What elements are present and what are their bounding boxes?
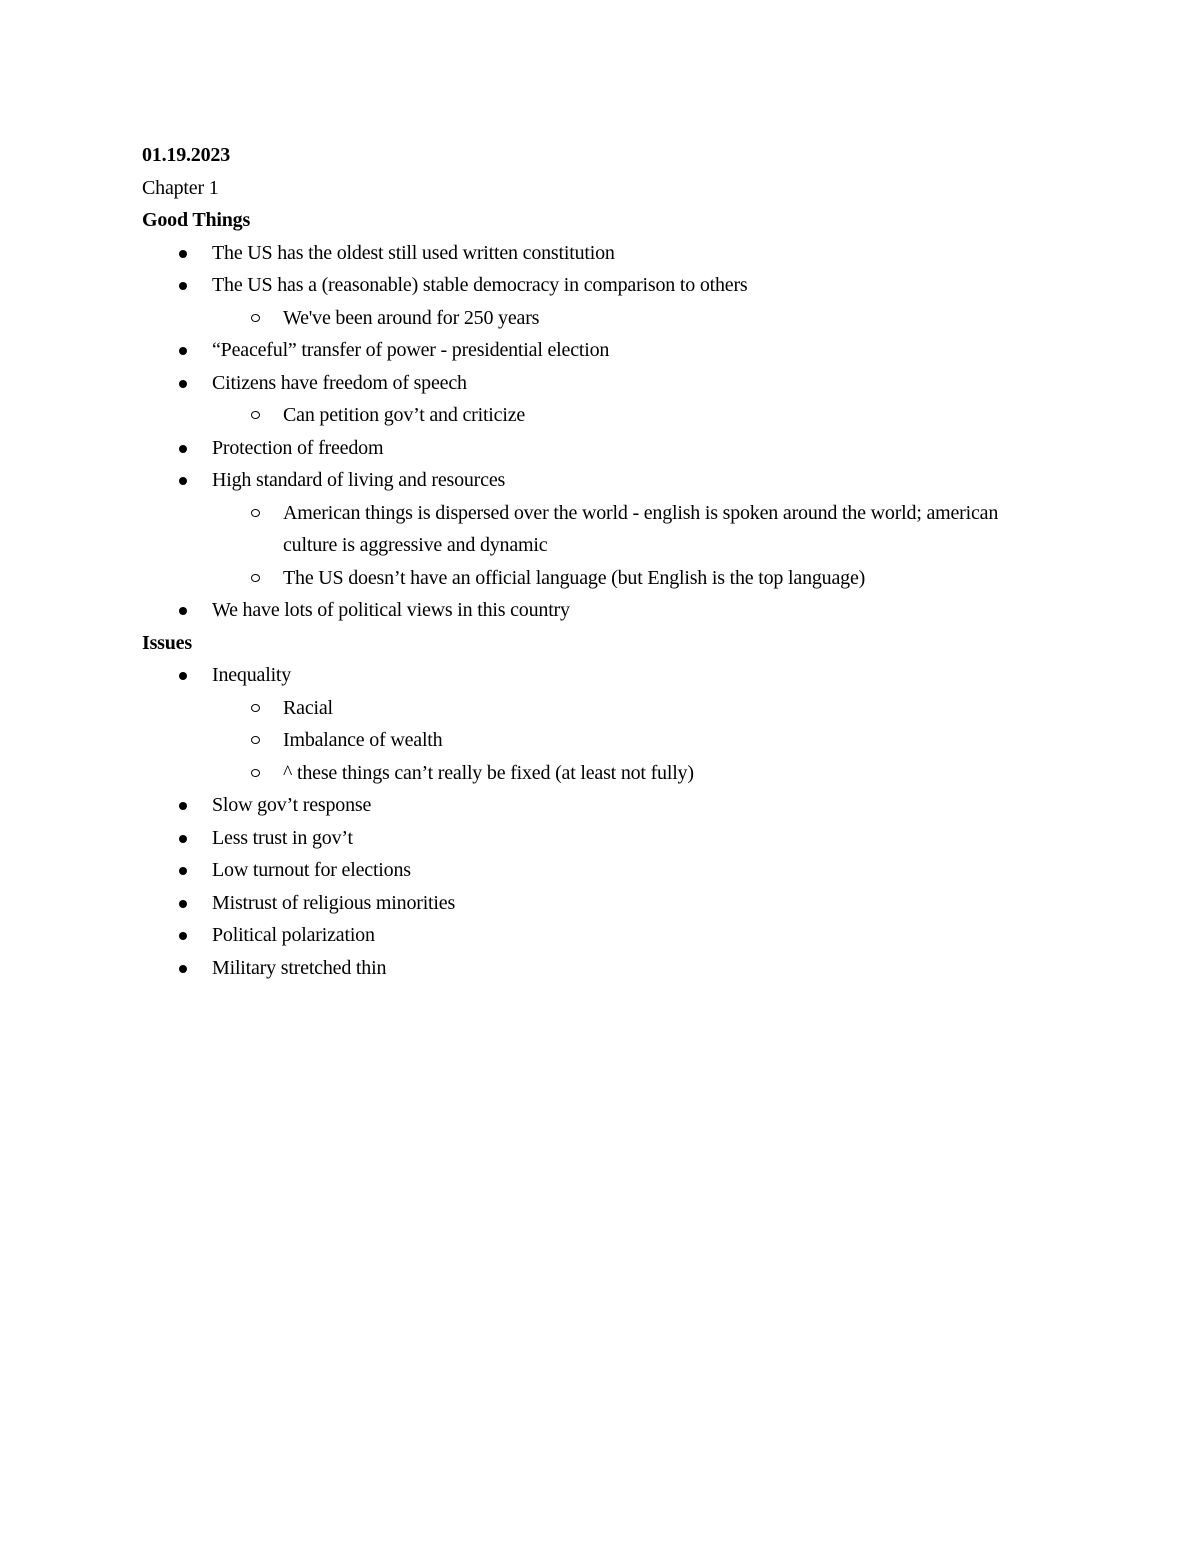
list-item-text: We have lots of political views in this country [212,599,570,621]
list-item [142,822,1042,855]
hollow-bullet-icon [251,509,260,517]
list-item [142,237,1042,270]
issues-list [142,659,1042,984]
list-item-text: Citizens have freedom of speech [212,371,467,394]
filled-bullet-icon [179,965,187,973]
hollow-bullet-icon [251,704,260,712]
list-item [142,919,1042,952]
hollow-bullet-icon [251,736,260,744]
filled-bullet-icon [179,445,187,453]
list-item-text: Imbalance of wealth [283,729,443,751]
list-item [142,562,1042,595]
list-item-text: American things is dispersed over the world - english is spoken around the world; american culture is aggressive and dynamic [283,501,999,556]
list-item [142,367,1042,400]
list-item [142,952,1042,985]
list-item [142,399,1042,432]
filled-bullet-icon [179,380,187,388]
list-item [142,432,1042,465]
date-heading: 01.19.2023 [142,144,231,166]
filled-bullet-icon [179,867,187,875]
filled-bullet-icon [179,347,187,355]
good-things-list [142,237,1042,627]
list-item-text: Can petition gov’t and criticize [283,404,526,426]
list-item-text: “Peaceful” transfer of power - presidential election [212,339,610,361]
filled-bullet-icon [179,672,187,680]
hollow-bullet-icon [251,574,260,582]
list-item-text: ^ these things can’t really be fixed (at least not fully) [283,761,694,784]
list-item-text: Political polarization [212,924,375,946]
hollow-bullet-icon [251,314,260,322]
hollow-bullet-icon [251,411,260,419]
list-item [142,302,1042,335]
chapter-label: Chapter 1 [142,176,219,199]
list-item [142,464,1042,497]
list-item-text: We've been around for 250 years [283,306,540,329]
list-item-text: Mistrust of religious minorities [212,891,456,914]
filled-bullet-icon [179,932,187,940]
list-item-text: Less trust in gov’t [212,826,353,849]
list-item [142,854,1042,887]
list-item [142,334,1042,367]
list-item [142,594,1042,627]
list-item-text: The US has the oldest still used written constitution [212,241,615,264]
filled-bullet-icon [179,802,187,810]
list-item-text: Military stretched thin [212,956,387,979]
list-item-text: The US doesn’t have an official language (but English is the top language) [283,566,866,589]
list-item-text: Low turnout for elections [212,859,411,881]
list-item-text: Racial [283,696,333,719]
filled-bullet-icon [179,477,187,485]
list-item-text: High standard of living and resources [212,469,506,491]
section-heading-good-things: Good Things [142,209,251,231]
list-item [142,757,1042,790]
section-heading-issues: Issues [142,631,192,654]
list-item-text: Protection of freedom [212,436,384,459]
filled-bullet-icon [179,900,187,908]
list-item [142,659,1042,692]
document-page [142,139,1042,984]
list-item-text: Inequality [212,664,292,686]
list-item-text: The US has a (reasonable) stable democracy in comparison to others [212,274,748,296]
list-item [142,887,1042,920]
hollow-bullet-icon [251,769,260,777]
filled-bullet-icon [179,607,187,615]
list-item [142,497,1043,562]
list-item [142,692,1042,725]
list-item [142,789,1042,822]
list-item [142,269,1042,302]
filled-bullet-icon [179,282,187,290]
list-item [142,724,1042,757]
list-item-text: Slow gov’t response [212,794,372,816]
filled-bullet-icon [179,250,187,258]
filled-bullet-icon [179,835,187,843]
